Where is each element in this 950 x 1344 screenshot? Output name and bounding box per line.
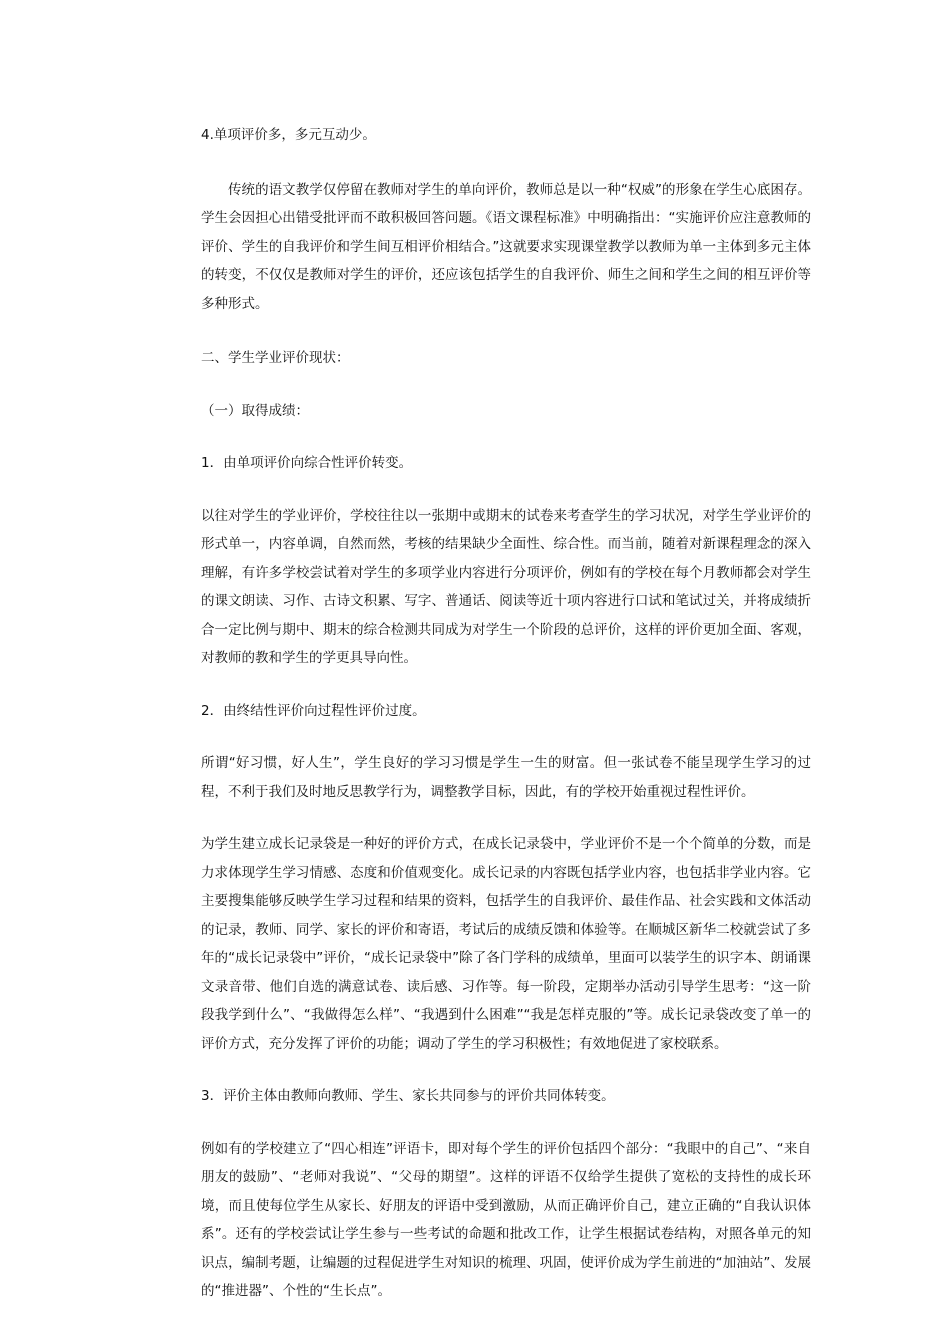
item-heading-3: 3．评价主体由教师向教师、学生、家长共同参与的评价共同体转变。 <box>201 1088 615 1104</box>
body-paragraph: 传统的语文教学仅停留在教师对学生的单向评价，教师总是以一种“权威”的形象在学生心底困存。学生会因担心出错受批评而不敢积极回答问题。《语文课程标准》中明确指出：“实施评价应注意教师的评价、学生的自我评价和学生间互相评价相结合。”这就要求实现课堂教学以教师为单一主体到多元主体的转变，不仅仅是教师对学生的评价，还应该包括学生的自我评价、师生之间和学生之间的相互评价等多种形式。 <box>201 181 811 312</box>
subsection-heading-1: （一）取得成绩： <box>201 402 309 419</box>
body-paragraph: 为学生建立成长记录袋是一种好的评价方式，在成长记录袋中，学业评价不是一个个简单的分数，而是力求体现学生学习情感、态度和价值观变化。成长记录的内容既包括学业内容，也包括非学业内容。它主要搜集能够反映学生学习过程和结果的资料，包括学生的自我评价、最佳作品、社会实践和文体活动的记录，教师、同学、家长的评价和寄语，考试后的成绩反馈和体验等。在顺城区新华二校就尝试了多年的“成长记录袋中”评价，“成长记录袋中”除了各门学科的成绩单，里面可以装学生的识字本、朗诵课文录音带、他们自选的满意试卷、读后感、习作等。每一阶段，定期举办活动引导学生思考：“这一阶段我学到什么”、“我做得怎么样”、“我遇到什么困难”“我是怎样克服的”等。成长记录袋改变了单一的评价方式，充分发挥了评价的功能；调动了学生的学习积极性；有效地促进了家校联系。 <box>201 836 811 1052</box>
item-heading-1: 1．由单项评价向综合性评价转变。 <box>201 455 413 471</box>
body-paragraph: 例如有的学校建立了“四心相连”评语卡，即对每个学生的评价包括四个部分：“我眼中的自己”、“来自朋友的鼓励”、“老师对我说”、“父母的期望”。这样的评语不仅给学生提供了宽松的支持性的成长环境，而且使每位学生从家长、好朋友的评语中受到激励，从而正确评价自己，建立正确的“自我认识体系”。还有的学校尝试让学生参与一些考试的命题和批改工作，让学生根据试卷结构，对照各单元的知识点，编制考题，让编题的过程促进学生对知识的梳理、巩固，使评价成为学生前进的“加油站”、发展的“推进器”、个性的“生长点”。 <box>201 1140 811 1299</box>
section-heading-4: 4.单项评价多，多元互动少。 <box>201 127 376 143</box>
item-heading-2: 2．由终结性评价向过程性评价过度。 <box>201 702 426 719</box>
section-heading-2: 二、学生学业评价现状： <box>201 350 350 366</box>
body-paragraph: 以往对学生的学业评价，学校往往以一张期中或期末的试卷来考查学生的学习状况，对学生学业评价的形式单一，内容单调，自然而然，考核的结果缺少全面性、综合性。而当前，随着对新课程理念的深入理解，有许多学校尝试着对学生的多项学业内容进行分项评价，例如有的学校在每个月教师都会对学生的课文朗读、习作、古诗文积累、写字、普通话、阅读等近十项内容进行口试和笔试过关，并将成绩折合一定比例与期中、期末的综合检测共同成为对学生一个阶段的总评价，这样的评价更加全面、客观，对教师的教和学生的学更具导向性。 <box>201 507 811 666</box>
document-page <box>201 121 811 1306</box>
body-paragraph: 所谓“好习惯，好人生”，学生良好的学习习惯是学生一生的财富。但一张试卷不能呈现学生学习的过程，不利于我们及时地反思教学行为，调整教学目标，因此，有的学校开始重视过程性评价。 <box>201 755 811 800</box>
